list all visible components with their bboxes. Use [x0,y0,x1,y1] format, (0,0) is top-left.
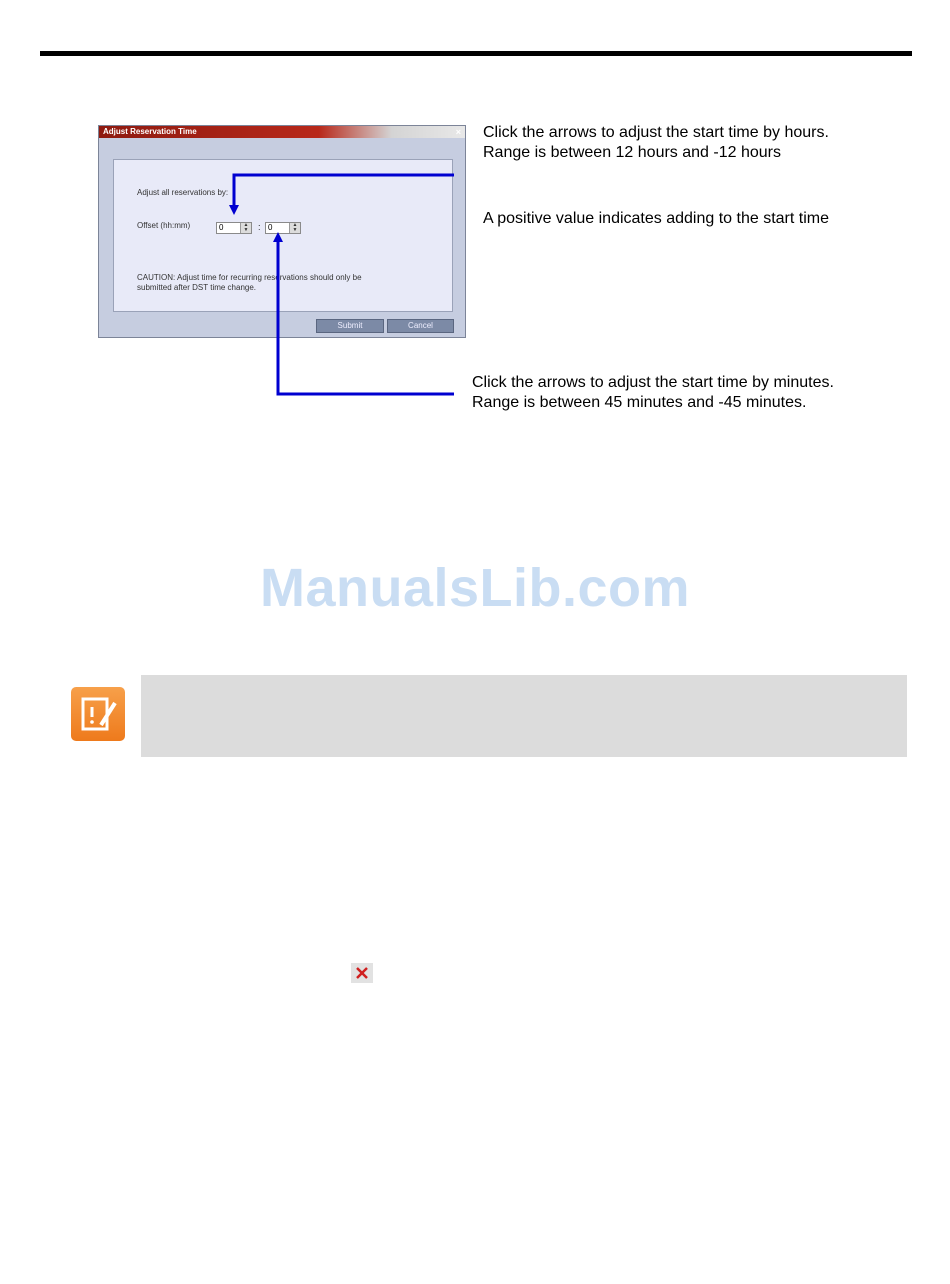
note-box [141,675,907,757]
close-icon[interactable]: × [455,127,461,137]
minutes-callout-line-1: Click the arrows to adjust the start time by minutes. [472,374,834,391]
dialog-panel [113,159,453,312]
stepper-arrows-icon[interactable]: ▲ ▼ [289,223,300,233]
hours-stepper[interactable] [216,222,252,234]
offset-label: Offset (hh:mm) [137,221,191,230]
caution-line-1: CAUTION: Adjust time for recurring reservations should only be [137,273,362,282]
watermark: ManualsLib.com [259,558,691,618]
close-x-icon [351,963,373,983]
adjust-reservation-dialog [98,125,466,338]
dialog-title: Adjust Reservation Time [103,127,197,136]
adjust-prompt: Adjust all reservations by: [137,188,229,197]
minutes-value: 0 [268,223,273,232]
caution-line-2: submitted after DST time change. [137,283,257,292]
cancel-button[interactable]: Cancel [387,319,454,333]
hours-callout-line-2: Range is between 12 hours and -12 hours [483,144,781,161]
hours-value: 0 [219,223,224,232]
time-separator: : [258,222,261,232]
note-icon [71,687,125,741]
dialog-titlebar [99,126,465,138]
positive-value-callout: A positive value indicates adding to the start time [483,210,829,227]
minutes-callout-line-2: Range is between 45 minutes and -45 minutes. [472,394,807,411]
hours-callout-line-1: Click the arrows to adjust the start time by hours. [483,124,829,141]
minutes-stepper[interactable] [265,222,301,234]
top-rule [40,51,912,56]
stepper-arrows-icon[interactable]: ▲ ▼ [240,223,251,233]
submit-button[interactable]: Submit [316,319,384,333]
